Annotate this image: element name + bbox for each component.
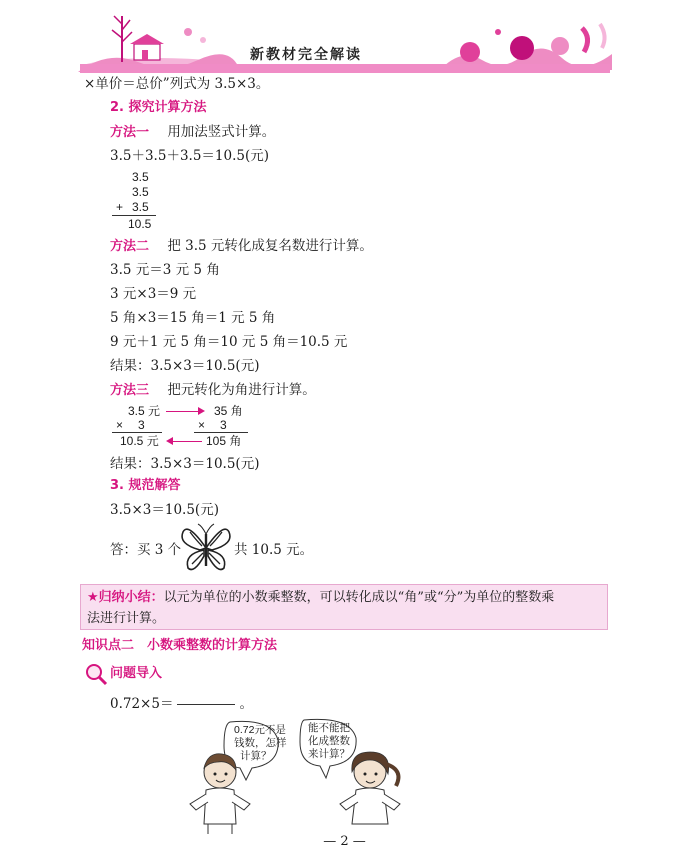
summary-text-2: 法进行计算。	[87, 611, 166, 626]
m1-addend-1: 3.5	[132, 170, 149, 184]
bubble-left-line-2: 钱数，怎样	[234, 737, 287, 749]
m3-left-factor: 3	[138, 418, 145, 432]
method1-equation: 3.5＋3.5＋3.5＝10.5(元)	[110, 148, 270, 164]
m1-sum-rule	[112, 215, 156, 216]
m1-addend-2: 3.5	[132, 185, 149, 199]
m3-left-mul: ×	[116, 418, 124, 432]
arrow-left-line	[172, 441, 202, 442]
bubble-right-line-2: 化成整数	[308, 735, 350, 747]
page-number: — 2 —	[323, 834, 366, 849]
m1-sum: 10.5	[128, 217, 152, 231]
section-2-heading: 2. 探究计算方法	[110, 100, 207, 115]
bubble-right-line-3: 来计算？	[308, 748, 350, 760]
m3-right-top: 35 角	[214, 404, 243, 418]
section-3-equation: 3.5×3＝10.5(元)	[110, 502, 219, 518]
summary-label: ★归纳小结：	[87, 590, 164, 605]
method3-text: 把元转化为角进行计算。	[167, 382, 316, 398]
m2-result: 结果：3.5×3＝10.5(元)	[110, 358, 260, 374]
m2-line-2: 3 元×3＝9 元	[110, 286, 197, 302]
m2-line-1: 3.5 元＝3 元 5 角	[110, 262, 220, 278]
m1-addend-3: 3.5	[132, 200, 149, 214]
kids-illustration	[180, 716, 420, 834]
summary-text-1: 以元为单位的小数乘整数，可以转化成以“角”或“分”为单位的整数乘	[163, 590, 555, 605]
magnifier-icon	[84, 662, 108, 686]
m3-left-result: 10.5 元	[120, 434, 159, 448]
header-right-decoration	[442, 18, 612, 70]
method3-label: 方法三	[110, 383, 150, 398]
question-line	[110, 696, 253, 712]
bubble-left-line-3: 计算？	[240, 750, 272, 762]
m2-line-4: 9 元＋1 元 5 角＝10 元 5 角＝10.5 元	[110, 334, 348, 350]
m2-line-3: 5 角×3＝15 角＝1 元 5 角	[110, 310, 276, 326]
intro-label: 问题导入	[110, 666, 163, 681]
arrow-right-icon	[198, 407, 205, 415]
butterfly-image	[180, 522, 232, 576]
section-3-heading: 3. 规范解答	[110, 478, 181, 493]
m3-left-rule	[112, 432, 162, 433]
answer-suffix: 共 10.5 元。	[234, 542, 314, 558]
method1-line	[110, 124, 275, 141]
question-text: 0.72×5＝	[110, 696, 174, 712]
page-header	[0, 0, 689, 78]
m3-right-result: 105 角	[206, 434, 242, 448]
header-left-decoration	[78, 10, 238, 72]
bubble-right-line-1: 能不能把	[308, 722, 350, 734]
method1-text: 用加法竖式计算。	[167, 124, 276, 140]
header-title: 新教材完全解读	[250, 47, 362, 63]
bubble-left-line-1: 0.72元不是	[234, 724, 286, 736]
question-period: 。	[239, 696, 253, 712]
summary-line-1	[87, 590, 554, 606]
m3-right-rule	[194, 432, 248, 433]
m3-left-top: 3.5 元	[128, 404, 161, 418]
m3-result: 结果：3.5×3＝10.5(元)	[110, 456, 260, 472]
answer-blank	[177, 704, 235, 705]
method3-line	[110, 382, 316, 399]
method2-line	[110, 238, 373, 255]
answer-prefix: 答：买 3 个	[110, 542, 182, 558]
m1-plus-sign: +	[116, 200, 124, 214]
summary-box	[80, 584, 608, 630]
knowledge-point-2-heading: 知识点二 小数乘整数的计算方法	[82, 638, 278, 653]
m3-right-mul: ×	[198, 418, 206, 432]
arrow-right-line	[166, 411, 200, 412]
method2-label: 方法二	[110, 239, 150, 254]
prev-line: ×单价＝总价”列式为 3.5×3。	[84, 76, 270, 92]
header-bar	[80, 64, 610, 73]
method2-text: 把 3.5 元转化成复名数进行计算。	[167, 238, 373, 254]
method1-label: 方法一	[110, 125, 150, 140]
m3-right-factor: 3	[220, 418, 227, 432]
